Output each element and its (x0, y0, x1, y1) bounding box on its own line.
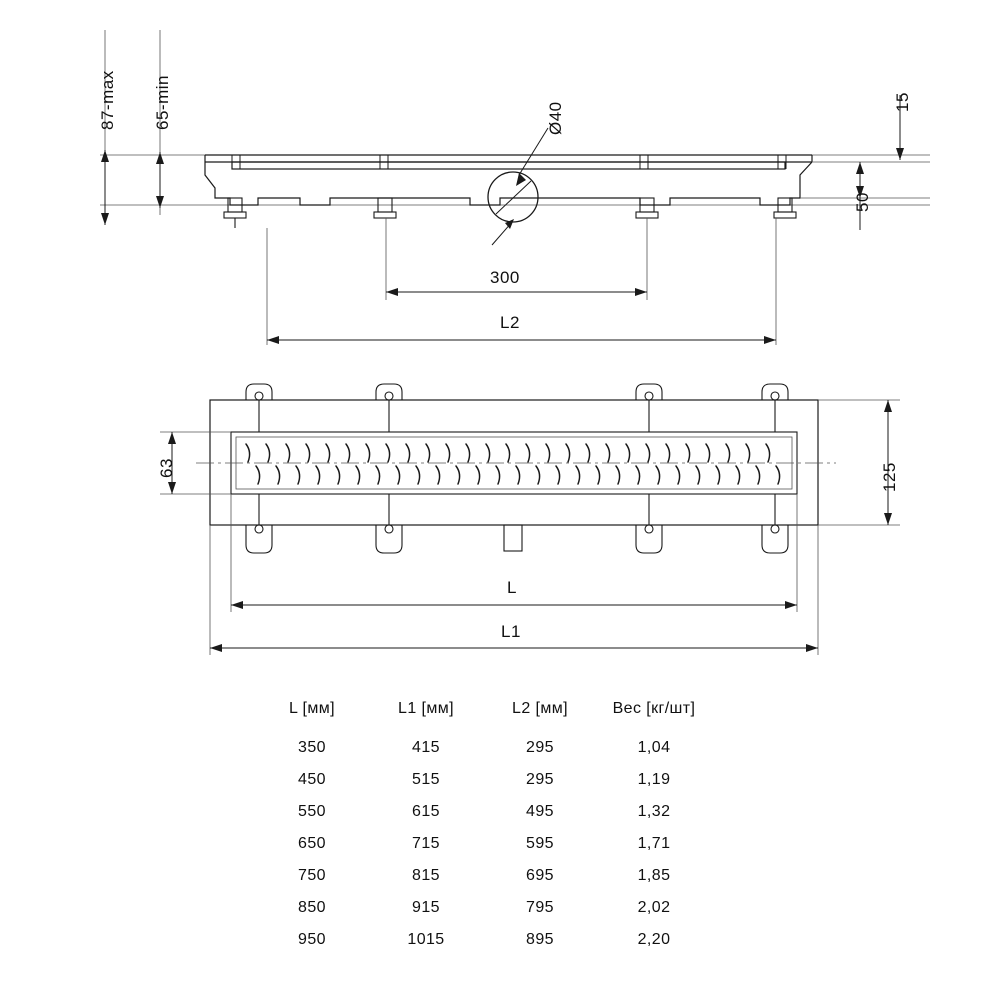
cell-weight: 1,04 (637, 739, 671, 756)
dim-label-87-max: 87-max (98, 70, 117, 130)
cell-weight: 1,85 (637, 867, 671, 884)
cell-l: 850 (298, 899, 326, 916)
col-header-l1: L1 [мм] (398, 700, 454, 717)
cell-l2: 795 (526, 899, 554, 916)
table-row (255, 796, 711, 828)
cell-weight: 1,32 (637, 803, 671, 820)
col-header-l2: L2 [мм] (512, 700, 568, 717)
table-header-row (255, 693, 711, 732)
cell-l2: 295 (526, 739, 554, 756)
table-row (255, 892, 711, 924)
cell-l: 650 (298, 835, 326, 852)
cell-l2: 295 (526, 771, 554, 788)
dim-label-63: 63 (157, 458, 176, 478)
dim-label-outlet-diameter: Ø40 (546, 101, 565, 135)
cell-l2: 895 (526, 931, 554, 948)
cell-l1: 815 (412, 867, 440, 884)
cell-weight: 2,20 (637, 931, 671, 948)
cell-l1: 615 (412, 803, 440, 820)
cell-l1: 1015 (407, 931, 445, 948)
cell-l: 350 (298, 739, 326, 756)
cell-weight: 1,19 (637, 771, 671, 788)
dim-label-l2: L2 (500, 313, 520, 332)
specification-table (255, 693, 711, 956)
cell-l2: 595 (526, 835, 554, 852)
cell-l1: 415 (412, 739, 440, 756)
cell-l: 550 (298, 803, 326, 820)
cell-l1: 515 (412, 771, 440, 788)
col-header-l: L [мм] (288, 700, 336, 717)
cell-l1: 715 (412, 835, 440, 852)
dim-label-125: 125 (880, 462, 899, 492)
cell-l: 750 (298, 867, 326, 884)
col-header-weight: Вес [кг/шт] (612, 700, 696, 717)
cell-weight: 2,02 (637, 899, 671, 916)
dim-label-15: 15 (893, 92, 912, 112)
table-row (255, 828, 711, 860)
cell-l: 450 (298, 771, 326, 788)
dim-label-65-min: 65-min (153, 75, 172, 130)
dim-label-300: 300 (490, 268, 520, 287)
cell-l: 950 (298, 931, 326, 948)
cell-l2: 495 (526, 803, 554, 820)
table-row (255, 764, 711, 796)
dim-label-l1: L1 (501, 622, 521, 641)
table-row (255, 924, 711, 956)
dim-label-50: 50 (853, 192, 872, 212)
cell-l1: 915 (412, 899, 440, 916)
table-row (255, 732, 711, 764)
cell-l2: 695 (526, 867, 554, 884)
table-row (255, 860, 711, 892)
cell-weight: 1,71 (637, 835, 671, 852)
dim-label-l: L (507, 578, 517, 597)
